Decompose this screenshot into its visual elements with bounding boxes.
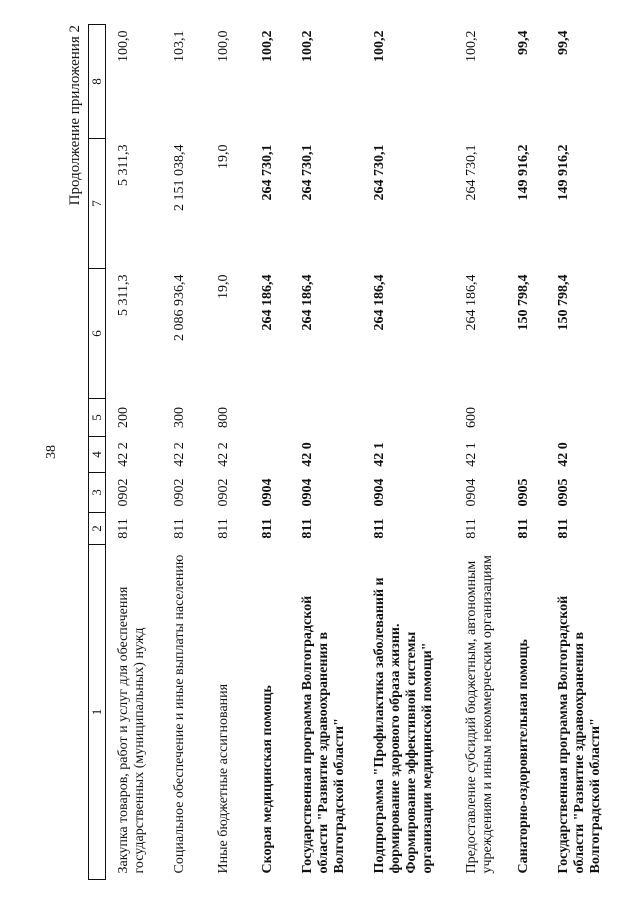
program-code: 42 0 bbox=[300, 442, 315, 467]
column-header: 1 bbox=[89, 545, 106, 880]
rotated-page-content bbox=[58, 25, 618, 880]
table-row bbox=[290, 25, 362, 880]
actual-amount: 264 730,1 bbox=[372, 144, 387, 201]
row-name: Государственная программа Волгоградской области "Развитие здравоохранения в Волгоградской области" bbox=[300, 595, 347, 874]
planned-amount: 264 186,4 bbox=[300, 274, 315, 331]
table-row bbox=[206, 25, 250, 880]
program-code: 42 1 bbox=[372, 442, 387, 467]
planned-amount: 150 798,4 bbox=[556, 274, 571, 331]
ministry-code: 811 bbox=[372, 518, 387, 539]
table-header-row bbox=[89, 25, 106, 880]
percent-executed: 100,0 bbox=[216, 30, 231, 62]
actual-amount: 149 916,2 bbox=[556, 144, 571, 201]
program-code: 42 1 bbox=[464, 442, 479, 467]
row-name: Социальное обеспечение и иные выплаты населению bbox=[172, 554, 187, 874]
column-header: 8 bbox=[89, 25, 106, 139]
actual-amount: 264 730,1 bbox=[260, 144, 275, 201]
ministry-code: 811 bbox=[516, 518, 531, 539]
section-code: 0905 bbox=[556, 478, 571, 507]
expense-type-code: 600 bbox=[464, 407, 479, 428]
percent-executed: 99,4 bbox=[516, 30, 531, 55]
expense-type-code: 300 bbox=[172, 407, 187, 428]
program-code bbox=[250, 437, 290, 473]
section-code: 0905 bbox=[516, 478, 531, 507]
actual-amount: 5 311,3 bbox=[116, 144, 131, 186]
expense-type-code: 800 bbox=[216, 407, 231, 428]
column-header: 6 bbox=[89, 269, 106, 399]
row-name: Закупка товаров, работ и услуг для обеспечения государственных (муниципальных) нужд bbox=[116, 586, 147, 874]
planned-amount: 2 086 936,4 bbox=[172, 274, 187, 341]
program-code: 42 0 bbox=[556, 442, 571, 467]
column-header: 5 bbox=[89, 399, 106, 437]
planned-amount: 150 798,4 bbox=[516, 274, 531, 331]
program-code: 42 2 bbox=[216, 442, 231, 467]
ministry-code: 811 bbox=[172, 518, 187, 539]
table-row bbox=[250, 25, 290, 880]
percent-executed: 99,4 bbox=[556, 30, 571, 55]
ministry-code: 811 bbox=[556, 518, 571, 539]
ministry-code: 811 bbox=[216, 518, 231, 539]
table-row bbox=[506, 25, 546, 880]
percent-executed: 100,0 bbox=[116, 30, 131, 62]
table-row bbox=[362, 25, 454, 880]
section-code: 0902 bbox=[116, 478, 131, 507]
row-name: Скорая медицинская помощь bbox=[260, 685, 275, 874]
section-code: 0904 bbox=[300, 478, 315, 507]
table-row bbox=[162, 25, 206, 880]
expense-type-code bbox=[506, 399, 546, 437]
table-row bbox=[546, 25, 620, 880]
ministry-code: 811 bbox=[260, 518, 275, 539]
actual-amount: 264 730,1 bbox=[464, 144, 479, 201]
actual-amount: 2 151 038,4 bbox=[172, 144, 187, 211]
row-name: Иные бюджетные ассигнования bbox=[216, 683, 231, 874]
planned-amount: 5 311,3 bbox=[116, 274, 131, 316]
budget-table bbox=[88, 24, 620, 880]
planned-amount: 264 186,4 bbox=[260, 274, 275, 331]
page-number: 38 bbox=[44, 445, 59, 459]
column-header: 3 bbox=[89, 473, 106, 513]
actual-amount: 19,0 bbox=[216, 144, 231, 169]
row-name: Предоставление субсидий бюджетным, автономным учреждениям и иным некоммерческим организациям bbox=[464, 555, 495, 874]
row-name: Подпрограмма "Профилактика заболеваний и формирование здорового образа жизни. Формирование эффективной системы организации медицинской помощи" bbox=[372, 577, 435, 874]
program-code bbox=[506, 437, 546, 473]
column-header: 7 bbox=[89, 139, 106, 269]
percent-executed: 100,2 bbox=[372, 30, 387, 62]
expense-type-code bbox=[546, 399, 620, 437]
section-code: 0904 bbox=[464, 478, 479, 507]
program-code: 42 2 bbox=[172, 442, 187, 467]
row-name: Государственная программа Волгоградской области "Развитие здравоохранения в Волгоградской области" bbox=[556, 595, 603, 874]
expense-type-code bbox=[362, 399, 454, 437]
ministry-code: 811 bbox=[116, 518, 131, 539]
ministry-code: 811 bbox=[464, 518, 479, 539]
row-name: Санаторно-оздоровительная помощь bbox=[516, 639, 531, 874]
percent-executed: 100,2 bbox=[464, 30, 479, 62]
planned-amount: 19,0 bbox=[216, 274, 231, 299]
table-row bbox=[106, 25, 163, 880]
section-code: 0902 bbox=[172, 478, 187, 507]
section-code: 0902 bbox=[216, 478, 231, 507]
column-header: 2 bbox=[89, 513, 106, 545]
percent-executed: 100,2 bbox=[260, 30, 275, 62]
expense-type-code: 200 bbox=[116, 407, 131, 428]
program-code: 42 2 bbox=[116, 442, 131, 467]
percent-executed: 103,1 bbox=[172, 30, 187, 62]
planned-amount: 264 186,4 bbox=[372, 274, 387, 331]
actual-amount: 264 730,1 bbox=[300, 144, 315, 201]
planned-amount: 264 186,4 bbox=[464, 274, 479, 331]
section-code: 0904 bbox=[372, 478, 387, 507]
expense-type-code bbox=[290, 399, 362, 437]
expense-type-code bbox=[250, 399, 290, 437]
percent-executed: 100,2 bbox=[300, 30, 315, 62]
actual-amount: 149 916,2 bbox=[516, 144, 531, 201]
continuation-label: Продолжение приложения 2 bbox=[67, 25, 83, 206]
table-row bbox=[454, 25, 506, 880]
column-header: 4 bbox=[89, 437, 106, 473]
section-code: 0904 bbox=[260, 478, 275, 507]
ministry-code: 811 bbox=[300, 518, 315, 539]
